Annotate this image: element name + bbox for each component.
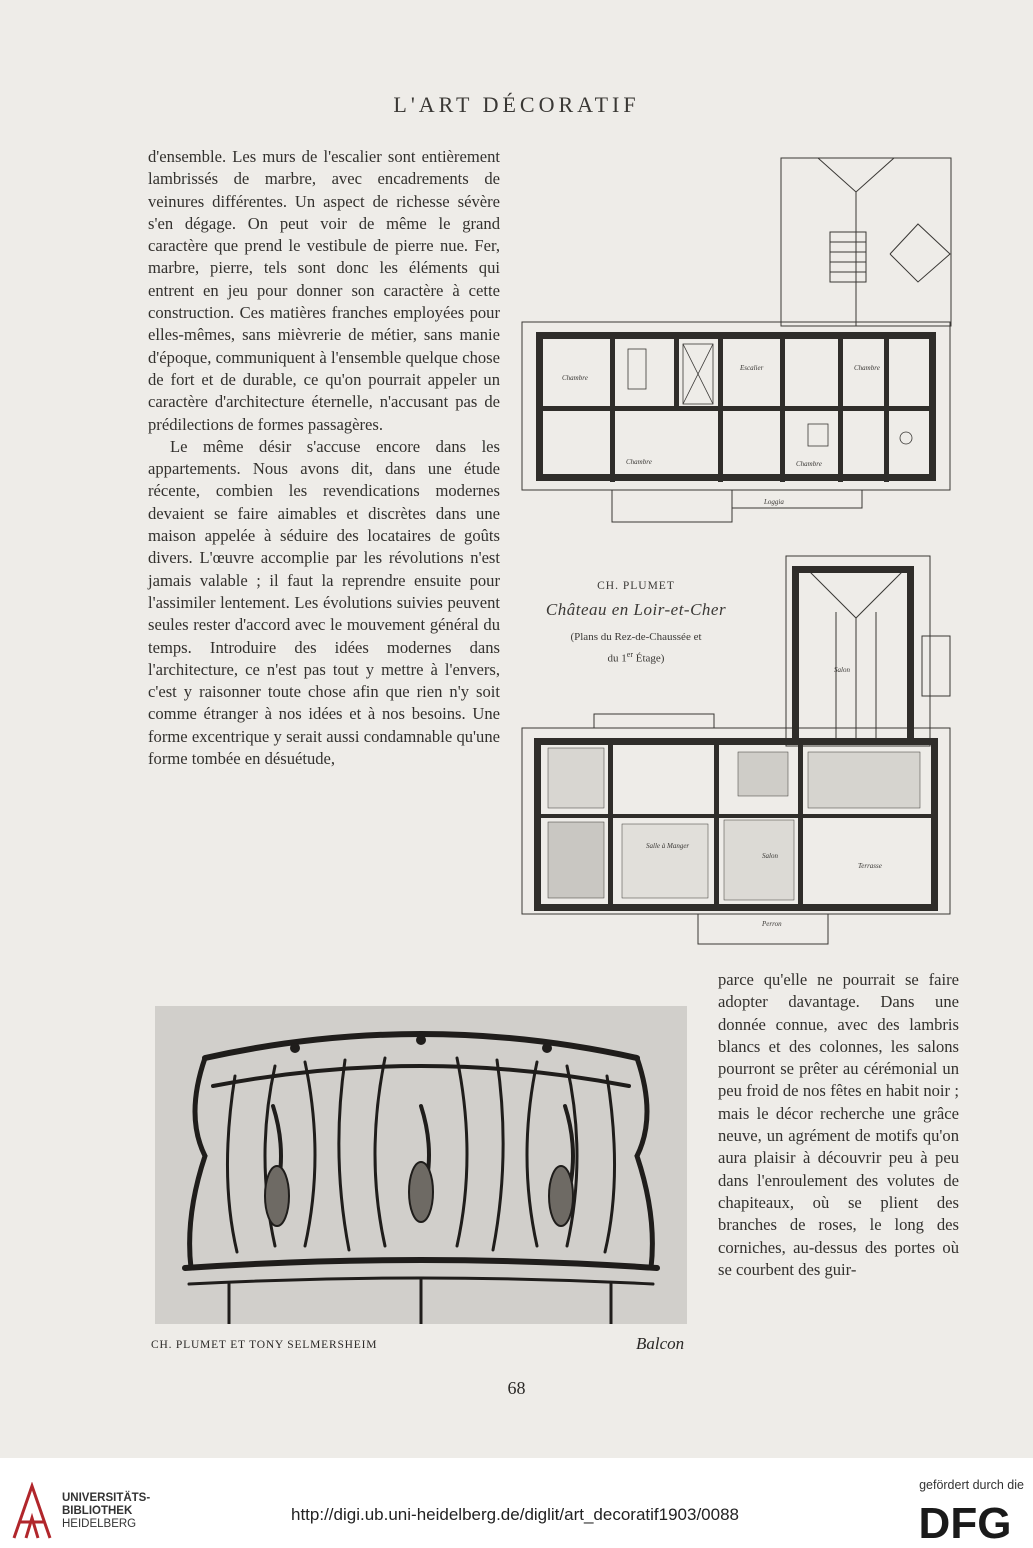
funding-label: gefördert durch die xyxy=(919,1478,1024,1492)
paragraph-1: d'ensemble. Les murs de l'escalier sont entièrement lambrissés de marbre, avec encadrements de veinures différentes. Un aspect de richesse sévère s'en dégage. On peut voir de même le grand caractère que prend le vestibule de pierre nue. Fer, marbre, pierre, tels sont donc les éléments qui entrent en jeu pour donner son caractère à cette construction. Ces matières franches employées pour elles-mêmes, sans mièvrerie de métier, sans manie d'époque, communiquent à l'ensemble quelque chose de fort et de durable, ce qu'on pourrait appeler un caractère d'architecture éternelle, n'accusant pas de prédilections de formes passagères. xyxy=(148,147,500,434)
svg-text:Terrasse: Terrasse xyxy=(858,862,882,870)
plan-title: Château en Loir-et-Cher xyxy=(545,600,727,619)
plan-subtitle-line2-post: Étage) xyxy=(633,652,665,665)
plan-subtitle-sup: er xyxy=(626,650,633,659)
svg-text:Loggia: Loggia xyxy=(764,498,784,506)
plan-author: CH. PLUMET xyxy=(597,580,675,592)
paragraph-3: parce qu'elle ne pourrait se faire adopter davantage. Dans une donnée connue, avec des lambris blancs et des colonnes, les salons pourront se prêter au cérémonial un peu froid de nos fêtes en habit noir ; mais le décor recherche une grâce neuve, un agrément de motifs qu'on aura plaisir à découvrir peu à peu dans l'enroulement des volutes de chapiteaux, où se plient des branches de roses, le long des corniches, au-dessus des portes où se courbent des guir- xyxy=(718,970,959,1279)
plan-subtitle-line1: (Plans du Rez-de-Chaussée et xyxy=(570,631,702,643)
library-line-2: BIBLIOTHEK xyxy=(62,1505,133,1517)
svg-text:Escalier: Escalier xyxy=(740,364,764,372)
svg-text:Chambre: Chambre xyxy=(626,458,652,466)
balcony-title: Balcon xyxy=(636,1334,685,1353)
svg-text:Chambre: Chambre xyxy=(854,364,880,372)
paragraph-2: Le même désir s'accuse encore dans les appartements. Nous avons dit, dans une étude récente, combien les revendications modernes devaient se faire aimables et discrètes dans une maison appelée à séduire des locataires de goûts divers. L'œuvre accomplie par les révolutions n'est jamais valable ; il faut la reprendre ensuite pour l'assimiler lentement. Les évolutions suivies peuvent seules rester d'accord avec le mouvement général du temps. Introduire des idées modernes dans l'architecture, ce n'est pas tout y mettre à l'envers, c'est y raisonner toute chose afin que rien n'y soit comme étranger à nos idées et à nos besoins. Une forme excentrique y serait aussi condamnable qu'une forme tombée en désuétude, xyxy=(148,436,500,769)
left-text-column xyxy=(148,146,500,770)
plan-subtitle-line2-pre: du 1 xyxy=(607,652,627,665)
university-logo-icon xyxy=(10,1482,56,1542)
dfg-logo-text: DFG xyxy=(918,1499,1012,1542)
svg-text:Salon: Salon xyxy=(834,666,850,674)
svg-text:Salon: Salon xyxy=(762,852,778,860)
library-line-3: HEIDELBERG xyxy=(62,1518,137,1530)
balcony-photo xyxy=(155,1006,687,1324)
plan-subtitle xyxy=(520,628,752,668)
digitization-footer xyxy=(0,1458,1033,1548)
running-title: L'ART DÉCORATIF xyxy=(393,92,640,117)
svg-text:Chambre: Chambre xyxy=(796,460,822,468)
svg-text:Chambre: Chambre xyxy=(562,374,588,382)
page-number: 68 xyxy=(507,1378,526,1398)
dfg-logo xyxy=(908,1498,1022,1542)
right-text-column xyxy=(718,969,959,1281)
floor-plan-upper-figure xyxy=(518,154,954,526)
balcony-author: CH. PLUMET ET TONY SELMERSHEIM xyxy=(151,1339,378,1351)
source-url-link[interactable]: http://digi.ub.uni-heidelberg.de/diglit/art_decoratif1903/0088 xyxy=(291,1505,739,1524)
plan-caption xyxy=(520,580,752,668)
library-line-1: UNIVERSITÄTS- xyxy=(62,1492,151,1504)
svg-text:Salle à Manger: Salle à Manger xyxy=(646,842,690,850)
library-name xyxy=(62,1492,150,1531)
svg-text:Perron: Perron xyxy=(762,920,782,928)
